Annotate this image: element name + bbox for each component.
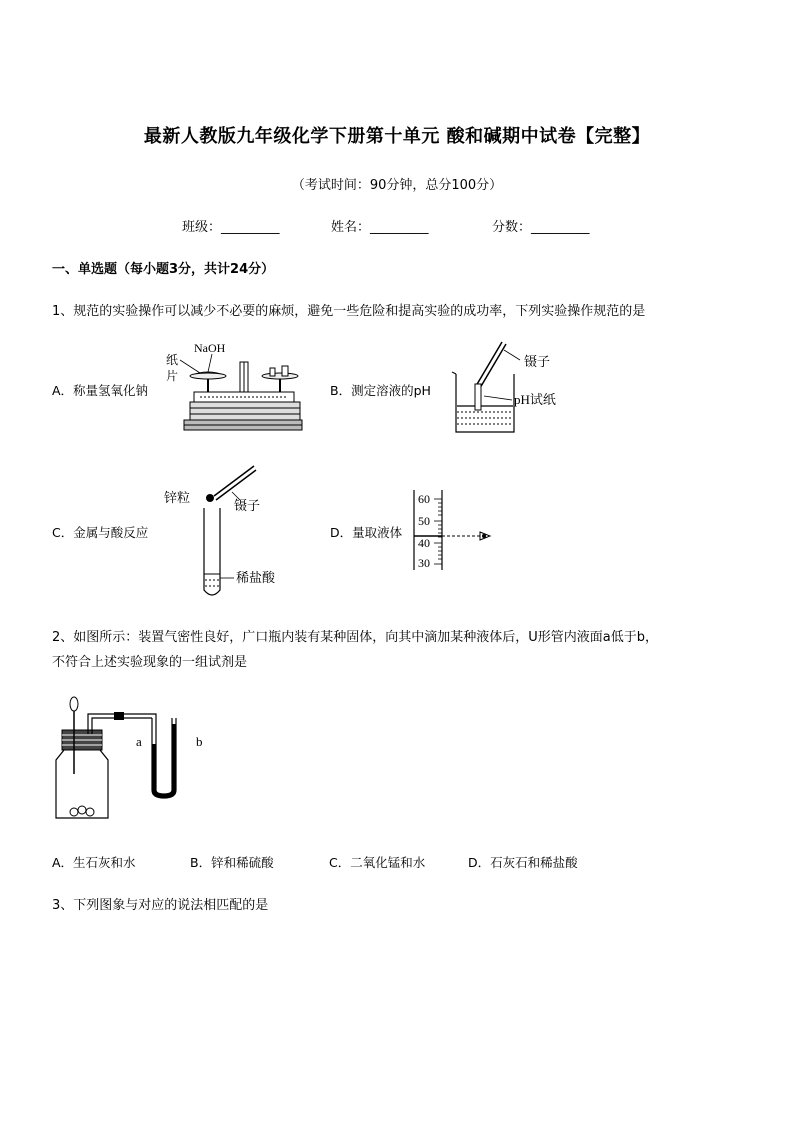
u-tube-label-a: a [136,734,142,749]
q1-option-b[interactable]: B．测定溶液的pH [330,383,431,398]
question-2-stem-line-2: 不符合上述实验现象的一组试剂是 [52,655,248,670]
paper-label-1: 纸 [166,353,179,367]
ph-paper-label: pH试纸 [514,392,556,407]
exam-info: （考试时间：90分钟，总分100分） [291,178,503,193]
zinc-label: 锌粒 [164,491,191,506]
q1-option-c[interactable]: C．金属与酸反应 [52,525,149,540]
test-tube-figure [162,462,302,602]
page-title: 最新人教版九年级化学下册第十单元 酸和碱期中试卷【完整】 [143,126,651,147]
tick-40: 40 [418,536,430,550]
question-2-stem-line-1: 2、如图所示：装置气密性良好，广口瓶内装有某种固体，向其中滴加某种液体后，U形管内液面a低于b， [52,630,659,645]
name-field[interactable]: 姓名：_________ [331,220,429,235]
beaker-ph-figure [440,338,570,438]
tweezers-label-c: 镊子 [234,499,261,514]
paper-label-2: 片 [166,369,179,383]
acid-label: 稀盐酸 [236,571,276,586]
u-tube-label-b: b [196,734,203,749]
q2-option-d[interactable]: D．石灰石和稀盐酸 [468,855,578,870]
balance-figure [160,338,305,438]
tick-30: 30 [418,556,430,570]
tweezers-label-b: 镊子 [524,355,551,370]
score-field[interactable]: 分数：_________ [492,220,590,235]
q2-option-c[interactable]: C．二氧化锰和水 [329,855,426,870]
naoh-label: NaOH [194,341,226,355]
q1-option-a[interactable]: A．称量氢氧化钠 [52,383,149,398]
tick-50: 50 [418,514,430,528]
tick-60: 60 [418,492,430,506]
question-3-stem: 3、下列图象与对应的说法相匹配的是 [52,898,269,913]
q1-option-d[interactable]: D．量取液体 [330,525,403,540]
u-tube-apparatus-figure [52,694,222,826]
q2-option-b[interactable]: B．锌和稀硫酸 [190,855,274,870]
section-heading: 一、单选题（每小题3分，共计24分） [52,262,275,277]
class-field[interactable]: 班级：_________ [182,220,280,235]
question-1-stem: 1、规范的实验操作可以减少不必要的麻烦，避免一些危险和提高实验的成功率，下列实验操作规范的是 [52,304,646,319]
q2-option-a[interactable]: A．生石灰和水 [52,855,136,870]
graduated-cylinder-figure [410,488,500,572]
